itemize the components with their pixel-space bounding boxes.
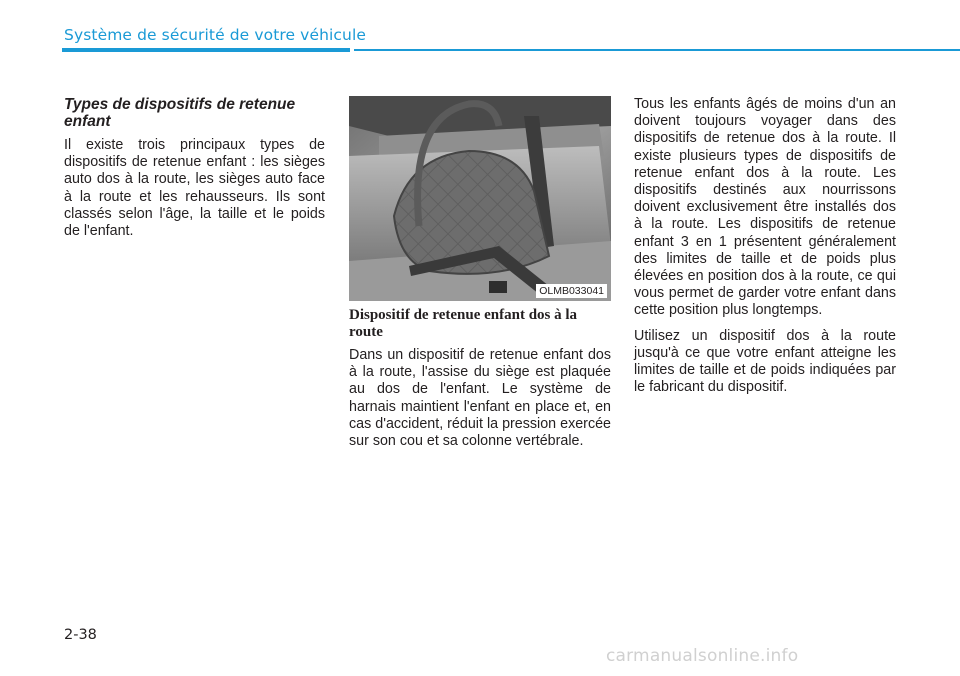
- rear-facing-seat-figure: [349, 96, 611, 301]
- header-rule-thin: [354, 49, 960, 51]
- column-right: [634, 96, 896, 396]
- section-header-title: Système de sécurité de votre véhicule: [64, 26, 366, 44]
- column-middle: [349, 96, 611, 450]
- usage-paragraph: Utilisez un dispositif dos à la route jusqu'à ce que votre enfant atteigne les limites de taille et de poids indiquées par le fabricant du dispositif.: [634, 327, 896, 396]
- figure-caption: Dispositif de retenue enfant dos à la route: [349, 307, 578, 340]
- intro-paragraph: Il existe trois principaux types de dispositifs de retenue enfant : les sièges auto dos à la route, les sièges auto face à la route et les rehausseurs. Ils sont classés selon l'âge, la taille et le poids de l'enfant.: [64, 137, 325, 240]
- rear-facing-paragraph: Dans un dispositif de retenue enfant dos à la route, l'assise du siège est plaquée au dos de l'enfant. Le système de harnais maintient l'enfant en place et, en cas d'accident, réduit la pression exercée sur son cou et sa colonne vertébrale.: [349, 347, 611, 450]
- header-rule-thick: [62, 48, 350, 52]
- infant-paragraph: Tous les enfants âgés de moins d'un an doivent toujours voyager dans des dispositifs de retenue dos à la route. Il existe plusieurs types de dispositifs de retenue enfant dos à la route. Les dispositifs destinés aux nourrissons doivent exclusivement être installés dos à la route. Les dispositifs de retenue enfant 3 en 1 présentent généralement des limites de taille et de poids plus élevées en position dos à la route, ce qui vous permet de garder votre enfant dans cette position plus longtemps.: [634, 96, 896, 319]
- column-left: [64, 96, 325, 240]
- figure-code: OLMB033041: [536, 284, 607, 298]
- watermark-text: carmanualsonline.info: [606, 646, 799, 666]
- rear-facing-seat-illustration: [349, 96, 611, 301]
- page-number: 2-38: [64, 627, 97, 643]
- section-heading: Types de dispositifs de retenue enfant: [64, 96, 296, 130]
